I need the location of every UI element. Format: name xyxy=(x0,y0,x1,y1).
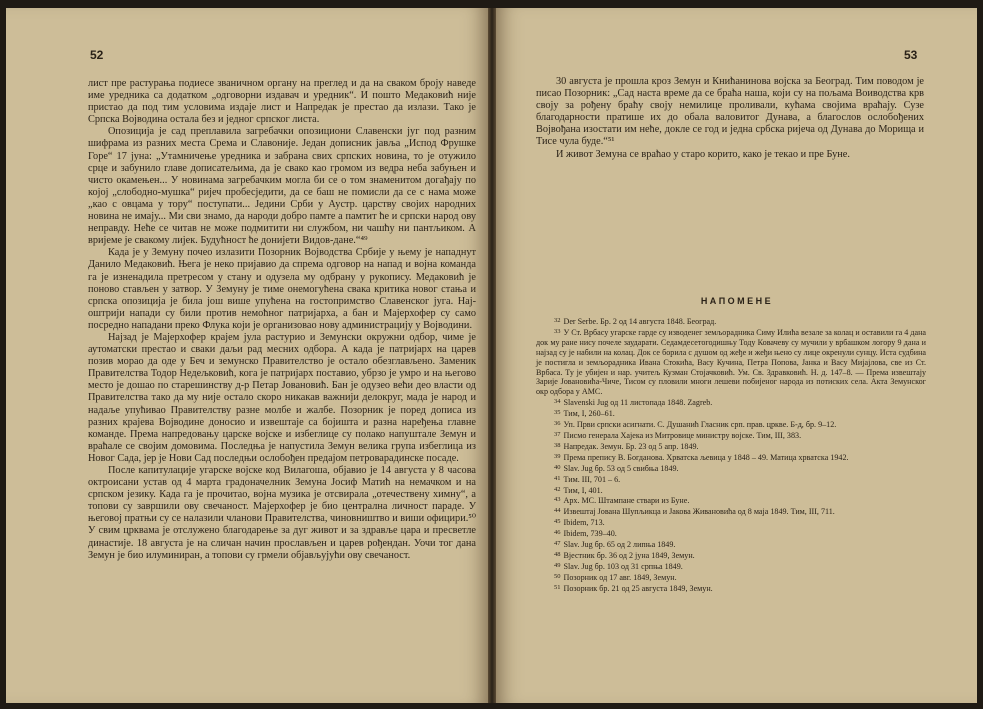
note-text: Ibidem, 713. xyxy=(563,518,605,528)
notes-heading: НАПОМЕНЕ xyxy=(700,296,774,306)
note-item xyxy=(536,583,926,594)
note-number: 48 xyxy=(554,550,561,558)
paragraph: Најзад је Мајерхофер крајем јула растурио и Земунски окружни одбор, чиме је аутоматски престао и сваки даљи рад месних одбора. А када је патријарх на царев позив морао да оде у Беч и земунско Правителство је остало обезглављено. Заменик Правителства Тодор Недељковић, кога је патријарх поставио, убрзо је умро и на његово место је дошао по старешинству д-р Петар Јовановић. Бан је одузео већи део власти од Правителства тако да му није остало скоро никакав важнији делокруг, мада је народ и надаље упућивао Правителству разне молбе и жалбе. Позорник је поред дописа из разних крајева Војводине доносио и извештаје са бојишта и разна наређења главне команде. Према напредовању царске војске и избеглице су полако напуштале Земун и враћале се својим домовима. Последња је напустила Земун велика група избеглица из Новог Сада, јер је Нови Сад последњи ослобођен предајом петроварадинске посаде. xyxy=(88,331,476,464)
paragraph: Када је у Земуну почео излазити Позорник Војводства Србије у њему је нападнут Данило Медаковић. Њега је неко пријавио да спрема одговор на напад и војна команда га је изненадила претресом у стану и одузела му одбрану у рукопису. Медаковић је поново стављен у затвор. У Земуну је тиме онемогућена свака критика новог стања и српска опозиција је била још више упућена на гостопримство Славенског југа. Најоштрији напади су били против немоћног патријарха, а бан и Мајерхофер су само посредно нападани преко Флука који је организовао нову администрацију у Војводини. xyxy=(88,247,476,331)
note-number: 51 xyxy=(554,583,561,591)
note-item xyxy=(536,495,926,506)
note-number: 49 xyxy=(554,561,561,569)
note-item xyxy=(536,316,926,327)
note-number: 34 xyxy=(554,398,561,406)
note-text: Напредак. Земун. Бр. 23 од 5 апр. 1849. xyxy=(563,441,699,451)
note-item xyxy=(536,408,926,419)
note-number: 44 xyxy=(554,507,561,515)
note-text: Slav. Jug бр. 53 од 5 свибња 1849. xyxy=(563,463,679,473)
note-text: Позорник бр. 21 од 25 августа 1849, Земун. xyxy=(563,583,713,593)
note-item xyxy=(536,539,926,550)
note-item xyxy=(536,474,926,485)
note-item xyxy=(536,452,926,463)
note-item xyxy=(536,327,926,397)
note-text: У Ст. Врбасу угарске гарде су изводенег земљорадника Симу Илића везале за колац и оставили га 4 дана док му ране нису почеле заударати. Седамдесетогодишњу Тоду Ковачеву су мучили у врбашком логору 9 дана и најзад су је набили на колац. Док се борила с душом од жеђе и жеђи њено су лице окренули сунцу. Иста судбина је постигла и земљорадника Ивана Стокића, Васу Кучина, Петра Попова, Јанка и Васу Мијајлова, све из Ст. Врбаса. Ту је убијен и нар. учитељ Кузман Стојачковић. Ум. Св. Здравковић. Н. д. 147–8. — Према извештају Зарије Јовановића-Чиче, Тисом су пловили многи лешеви побијеног народа из потиских села. Акта Земунског окр одбора у АМС. xyxy=(536,327,926,397)
note-number: 40 xyxy=(554,463,561,471)
note-number: 50 xyxy=(554,572,561,580)
note-item xyxy=(536,397,926,408)
note-text: Slavenski Jug од 11 листопада 1848. Zagreb. xyxy=(563,398,713,408)
note-number: 46 xyxy=(554,529,561,537)
note-number: 41 xyxy=(554,474,561,482)
note-item xyxy=(536,550,926,561)
note-item xyxy=(536,485,926,496)
note-text: Тим, I, 260–61. xyxy=(563,409,615,419)
note-item xyxy=(536,528,926,539)
note-text: Писмо генерала Хајека из Митровице министру војске. Тим, III, 383. xyxy=(563,430,802,440)
note-text: Вјестник бр. 36 од 2 јуна 1849, Земун. xyxy=(563,550,695,560)
page-number: 52 xyxy=(90,48,104,62)
paragraph: Опозиција је сад преплавила загребачки опозициони Славенски југ под разним шифрама из разних места Срема и Славоније. Један дописник јавља „Испод Фрушке Горе“ 17 јуна: „Утамничење уредника и забрана свих српских новина, то је отужило срце и забунило главе дописатељима, да је свако као громом из ведра неба забуњен и чисто окамењен... У новинама загребачким могла би се о том знаменитом догађају по којој „слободно-мушка“ ријеч пробесједити, да се баш не помисли да се с нама може „као с овцама у тору“ поступати... Једини Срби у Аустр. царству својих народних новина не имају... Ми сви знамо, да народи добро памте а памтит ће и српски народ ову неправду. Неће се читав не може подмитити ни службом, ни чашћу ни пантљиком. А вријеме је свакому лијек. Будућност ће донијети Видов-дане.“⁴⁹ xyxy=(88,126,476,247)
note-text: Арх. МС. Штампане ствари из Буне. xyxy=(563,496,690,506)
note-item xyxy=(536,441,926,452)
left-page xyxy=(6,8,488,703)
note-text: Позорник од 17 авг. 1849, Земун. xyxy=(563,572,677,582)
note-number: 45 xyxy=(554,518,561,526)
note-text: Према препису В. Богданова. Хрватска љевица у 1848 – 49. Матица хрватска 1942. xyxy=(563,452,849,462)
note-number: 42 xyxy=(554,485,561,493)
note-text: Извештај Јована Шупљикца и Јакова Живановића од 8 маја 1849. Тим, III, 711. xyxy=(563,507,835,517)
note-item xyxy=(536,430,926,441)
paragraph: лист пре растурања подиесе званичном органу на преглед и да на сваком броју наведе име уредника са додатком „одговорни издавач и уредник“. И пошто Медаковић није пристао да под тим условима издаје лист и Напредак је престао да излази. Тако је Српска Војводина остала без и једног српског листа. xyxy=(88,78,476,126)
book-gutter xyxy=(488,8,496,703)
note-number: 43 xyxy=(554,496,561,504)
note-text: Der Serbe. Бр. 2 од 14 августа 1848. Београд. xyxy=(563,317,717,326)
note-text: Slav. Jug бр. 65 од 2 липња 1849. xyxy=(563,540,676,550)
note-item xyxy=(536,463,926,474)
note-number: 32 xyxy=(554,317,561,324)
note-number: 35 xyxy=(554,409,561,417)
body-text xyxy=(536,76,924,161)
note-text: Slav. Jug бр. 103 од 31 српња 1849. xyxy=(563,561,683,571)
note-text: Тим. III, 701 – 6. xyxy=(563,474,621,484)
note-item xyxy=(536,506,926,517)
note-item xyxy=(536,517,926,528)
page-number: 53 xyxy=(904,48,918,62)
note-number: 37 xyxy=(554,430,561,438)
note-text: Тим, I, 401. xyxy=(563,485,603,495)
body-text xyxy=(88,78,476,562)
note-item xyxy=(536,572,926,583)
note-number: 33 xyxy=(554,327,561,335)
note-item xyxy=(536,561,926,572)
note-number: 47 xyxy=(554,540,561,548)
paragraph: После капитулације угарске војске код Вилагоша, објавио је 14 августа у 8 часова октроисани устав од 4 марта градоначелник Земуна Јосиф Матић на немачком и на српском језику. Када га је прочитао, војна музика је отсвирала „отечествену химну“, а топови су завршили ову свечаност. Мајерхофер је био централна личност параде. У његовој пратњи су се налазили чланови Правителства, чиновништво и виши официри.⁵⁰ У свим црквама је отслужено благодарење за дуг живот и за здравље цара и пресветле династије. 18 августа је на сличан начин прослављен и царев рођендан. Уочи тог дана Земун је био илуминиран, а топови су грмели објављујући ову свечаност. xyxy=(88,465,476,561)
right-page xyxy=(496,8,977,703)
note-text: Уп. Први српски асигнати. С. Душанић Гласник срп. прав. цркве. Б-д, бр. 9–12. xyxy=(563,420,837,430)
paragraph: 30 августа је прошла кроз Земун и Книћанинова војска за Београд. Тим поводом је писао Позорник: „Сад наста време да се браћа наша, који су на пољама Воиводства крв своју за рођену браћу своју немилице проливали, кућама својима враћају. Сузе благодарности пратише их до обала валовитог Дунава, а благослов ослобођених Војвођана изостати им неће, докле се год и једна србска ријеча од Дунава до Морища и Тисе чула буде.“⁵¹ xyxy=(536,76,924,148)
note-number: 36 xyxy=(554,420,561,428)
notes-list xyxy=(536,316,926,594)
note-number: 39 xyxy=(554,452,561,460)
note-text: Ibidem, 739–40. xyxy=(563,529,617,539)
note-item xyxy=(536,419,926,430)
note-number: 38 xyxy=(554,441,561,449)
paragraph: И живот Земуна се враћао у старо корито, како је текао и пре Буне. xyxy=(556,148,850,160)
